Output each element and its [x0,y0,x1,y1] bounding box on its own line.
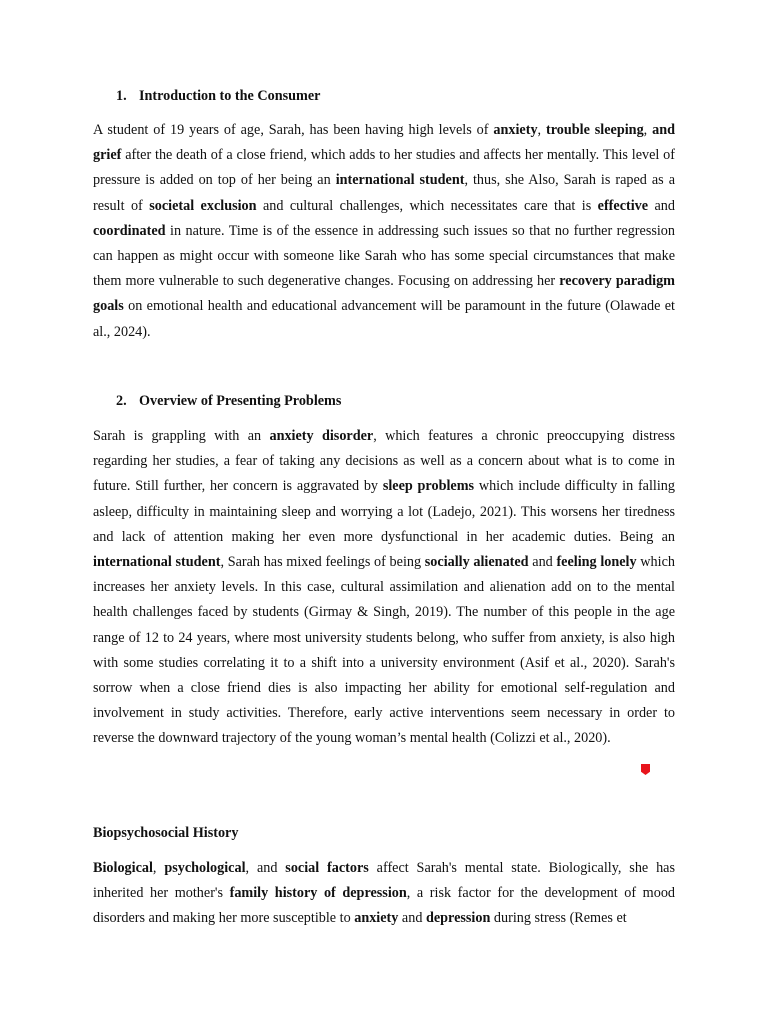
text-run: A student of 19 years of age, Sarah, has been having high levels of [93,122,494,138]
text-run: after the death of a close friend, which adds to her studies and affects her mentally. This level of pressure is added on top of her being an [93,147,675,189]
section-heading-1 [116,84,320,109]
bold-text-run: anxiety disorder [269,428,374,444]
section-title: Introduction to the Consumer [139,88,321,104]
text-run: and cultural challenges, which necessitates care that is [256,197,598,214]
text-run: in nature. Time is of the essence in addressing such issues so that no further regression can happen as might occur with someone like Sarah who has some special circumstances that make them more vulnerable to such degenerative changes. Focusing on addressing her [93,222,675,290]
text-run: , which features a chronic preoccupying distress regarding her studies, a fear of taking any decisions as well as a concern about what is to come in future. Still further, her concern is aggravated by [93,428,675,495]
text-run: , Sarah has mixed feelings of being [220,554,425,571]
section-paragraph-1 [93,118,675,345]
text-run: on emotional health and educational advancement will be paramount in the future (Olawade et al., 2024). [93,298,675,340]
bold-text-run: family history of depression [229,885,407,902]
bold-text-run: international student [335,172,465,189]
text-run: , and [245,860,286,876]
text-run: , [643,122,653,138]
text-run: Sarah is grappling with an [93,428,270,444]
section-title: Biopsychosocial History [93,825,239,841]
bold-text-run: psychological [164,860,246,876]
section-title: Overview of Presenting Problems [139,393,342,409]
bold-text-run: coordinated [93,222,166,239]
text-run: which include difficulty in falling asleep, difficulty in maintaining sleep and worrying a lot (Ladejo, 2021). This worsens her tiredness and lack of attention making her even more dysfunctional in her academic duties. Being an [93,478,675,545]
section-paragraph-3 [93,856,675,932]
bold-text-run: anxiety [354,910,399,927]
section-heading-2 [116,389,341,414]
bold-text-run: depression [425,910,491,927]
text-run: which increases her anxiety levels. In this case, cultural assimilation and alienation add on to the mental health challenges faced by students (Girmay & Singh, 2019). The number of this people in the age range of 12 to 24 years, where most university students belong, who suffer from anxiety, is also high with some studies correlating it to a shift into a university environment (Asif et al., 2020). Sarah's sorrow when a close friend dies is also impacting her ability for emotional self-regulation and involvement in study activities. Therefore, early active interventions seem necessary in order to reverse the downward trajectory of the young woman’s mental health (Colizzi et al., 2020). [93,554,675,747]
text-run: , thus, she Also, Sarah is raped as a result of [93,172,675,214]
text-run: and [648,197,675,214]
bold-text-run: social factors [285,860,369,876]
section-heading-3 [93,821,238,846]
text-run: and [528,554,557,571]
bold-text-run: sleep problems [382,478,475,495]
bold-text-run: and grief [93,122,675,164]
text-run: and [398,910,426,927]
text-run: , a risk factor for the development of mood disorders and making her more susceptible to [93,885,676,927]
text-run: , [537,122,546,138]
section-paragraph-2 [93,424,675,752]
bold-text-run: anxiety [493,122,538,138]
red-marker-icon [641,764,650,775]
bold-text-run: effective [597,197,649,214]
text-run: affect Sarah's mental state. Biologically, she has inherited her mother's [93,860,675,902]
text-run: during stress (Remes et [490,910,627,927]
text-run: , [152,860,165,876]
bold-text-run: recovery paradigm goals [93,273,675,315]
bold-text-run: trouble sleeping [546,122,644,138]
bold-text-run: socially alienated [424,554,529,571]
bold-text-run: international student [93,554,221,571]
section-number: 1. [116,88,127,104]
bold-text-run: feeling lonely [556,554,637,571]
bold-text-run: societal exclusion [149,197,257,214]
section-number: 2. [116,393,127,409]
bold-text-run: Biological [93,860,153,876]
